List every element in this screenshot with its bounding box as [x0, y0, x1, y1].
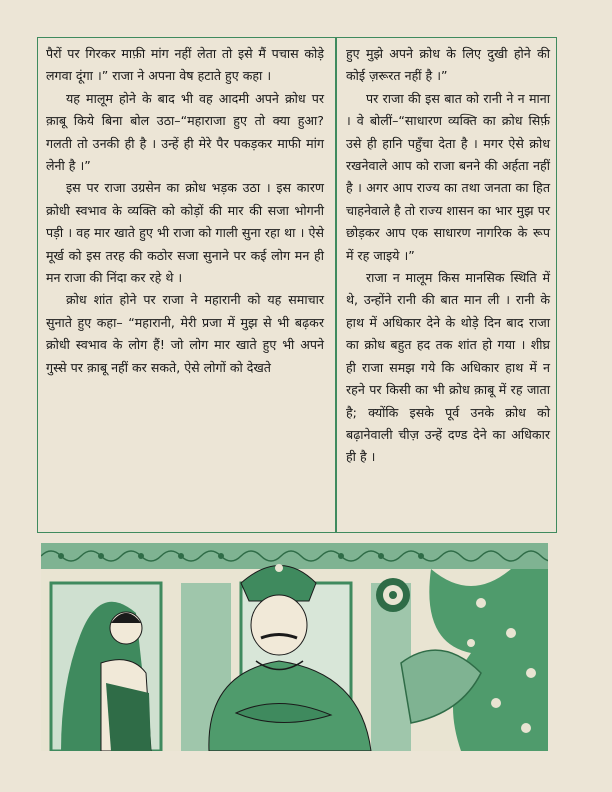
left-column [46, 43, 324, 379]
paragraph: हुए मुझे अपने क्रोध के लिए दुखी होने की कोई ज़रूरत नहीं है ।” [346, 46, 550, 84]
paragraph: पर राजा की इस बात को रानी ने न माना । वे बोलीं–“साधारण व्यक्ति का क्रोध सिर्फ़ उसे ही हानि पहुँचा देता है । मगर ऐसे क्रोध रखनेवाले आप को राजा बनने की अर्हता नहीं है । अगर आप राज्य का तथा जनता का हित चाहनेवाले है तो राज्य शासन का भार मुझ पर छोड़कर आप एक साधारण नागरिक के रूप में रह जाइये ।” [346, 90, 550, 263]
illustration-svg [41, 543, 548, 751]
text-frame [37, 37, 557, 533]
paragraph: पैरों पर गिरकर माफ़ी मांग नहीं लेता तो इसे मैं पचास कोड़े लगवा दूंगा ।” राजा ने अपना वेष हटाते हुए कहा । [46, 46, 324, 84]
right-column [346, 43, 550, 469]
story-illustration [41, 543, 548, 751]
column-divider [335, 38, 337, 532]
paragraph: इस पर राजा उग्रसेन का क्रोध भड़क उठा । इस कारण क्रोधी स्वभाव के व्यक्ति को कोड़ों की मार की सजा भोगनी पड़ी । वह मार खाते हुए भी राजा को गाली सुना रहा था । ऐसे मूर्ख को इस तरह की कठोर सजा सुनाने पर कई लोग मन ही मन राजा की निंदा कर रहे थे । [46, 180, 324, 286]
paragraph: क्रोध शांत होने पर राजा ने महारानी को यह समाचार सुनाते हुए कहा– “महारानी, मेरी प्रजा में मुझ से भी बढ़कर क्रोधी स्वभाव के लोग हैं! जो लोग मार खाते हुए भी अपने गुस्से पर क़ाबू नहीं कर सकते, ऐसे लोगों को देखते [46, 292, 324, 375]
paragraph: राजा न मालूम किस मानसिक स्थिति में थे, उन्होंने रानी की बात मान ली । रानी के हाथ में अधिकार देने के थोड़े दिन बाद राजा का क्रोध बहुत हद तक शांत हो गया । शीघ्र ही राजा समझ गये कि अधिकार हाथ में न रहने पर किसी का भी क्रोध क़ाबू में रह जाता है; क्योंकि इसके पूर्व उनके क्रोध को बढ़ानेवाली चीज़ उन्हें दण्ड देने का अधिकार ही है । [346, 270, 550, 465]
paragraph: यह मालूम होने के बाद भी वह आदमी अपने क्रोध पर क़ाबू किये बिना बोल उठा–“महाराजा हुए तो क्या हुआ? गलती तो उनकी ही है । उन्हें ही मेरे पैर पकड़कर माफी मांग लेनी है ।” [46, 90, 324, 174]
